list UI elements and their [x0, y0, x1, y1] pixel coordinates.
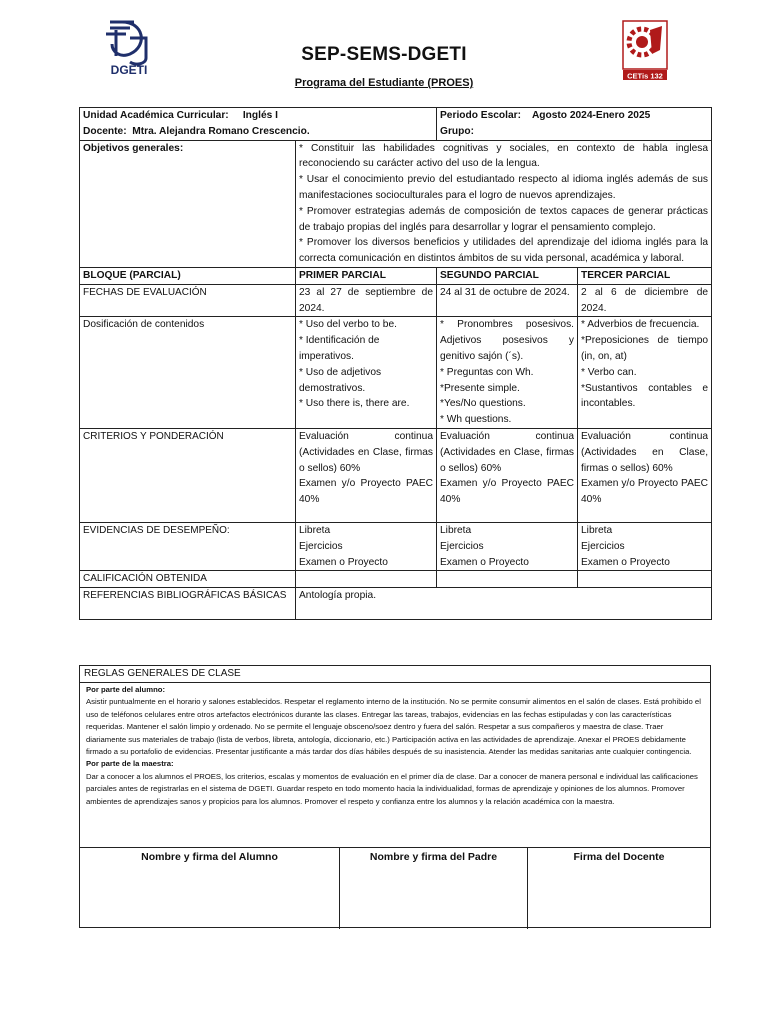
- contenido-item: * Adverbios de frecuencia.: [581, 319, 700, 331]
- criterios-segundo-parcial: [437, 428, 578, 522]
- reglas-alumno-text: Asistir puntualmente en el horario y salones establecidos. Respetar el reglamento interno de la institución. No se permite consumir alimentos en el salón de clases. Está prohibido el uso de teléfonos celulares entre otros artefactos electrónicos durante las clases. Entregar las tareas, trabajos, evidencias en las fechas estipuladas y con las características requeridas. Mantener el salón limpio y ordenado. No se permite el lenguaje obsceno/soez dentro y fuera del salón. Respetar a sus compañeros y maestra de clase. Traer diariamente sus materiales de trabajo (lista de verbos, libreta, antología, diccionario, etc.) Participación activa en las actividades de aprendizaje. Anexar el PROES debidamente firmado a su portafolio de evidencias. Presentar justificante a más tardar dos días hábiles después de su inasistencia. Atender las medidas sanitarias ante cualquier contingencia.: [86, 697, 701, 757]
- criterio-item: Examen y/o Proyecto PAEC 40%: [581, 478, 709, 506]
- evidencias-tercer-parcial: [578, 522, 712, 570]
- unidad-cell: [80, 108, 437, 124]
- cetis-logo: [622, 20, 668, 82]
- criterios-primer-parcial: [296, 428, 437, 522]
- reglas-maestra-text: Dar a conocer a los alumnos el PROES, los criterios, escalas y momentos de evaluación en el primer día de clase. Dar a conocer de manera personal e individual las calificaciones parciales antes de registrarlas en el sistema de DGETI. Guardar respeto en todo momento hacia la individualidad, formas de aprendizaje y opiniones de los alumnos. Promover ambientes de aprendizajes sanos y propicios para los alumnos. Promover el respeto y confianza entre los alumnos y la relación académica con la maestra.: [86, 771, 698, 806]
- evidencias-primer-parcial: [296, 522, 437, 570]
- fecha-primer-parcial: 23 al 27 de septiembre de 2024.: [296, 284, 437, 317]
- criterios-label: CRITERIOS Y PONDERACIÓN: [80, 428, 296, 522]
- criterios-tercer-parcial: [578, 428, 712, 522]
- bloque-primer-parcial: PRIMER PARCIAL: [296, 267, 437, 284]
- docente-label: Docente:: [83, 125, 127, 137]
- evidencias-segundo-parcial: [437, 522, 578, 570]
- referencias-value: Antología propia.: [296, 588, 712, 620]
- periodo-label: Periodo Escolar:: [440, 110, 521, 121]
- periodo-cell: [437, 108, 712, 124]
- evidencia-item: Examen o Proyecto: [440, 556, 529, 568]
- dosificacion-segundo-parcial: [437, 317, 578, 429]
- objetivo-item: * Constituir las habilidades cognitivas y sociales, en contexto de habla inglesa reconociendo su carácter activo del uso de la lengua.: [299, 142, 709, 170]
- calificacion-segundo-parcial: [437, 571, 578, 588]
- contenido-item: * Wh questions.: [440, 414, 512, 426]
- calificacion-label: CALIFICACIÓN OBTENIDA: [80, 571, 296, 588]
- firma-padre: Nombre y firma del Padre: [340, 848, 528, 929]
- contenido-item: *Sustantivos contables e incontables.: [581, 382, 709, 410]
- referencias-label: REFERENCIAS BIBLIOGRÁFICAS BÁSICAS: [80, 588, 296, 620]
- contenido-item: *Presente simple.: [440, 382, 520, 394]
- firmas-row: [80, 847, 710, 929]
- evidencia-item: Examen o Proyecto: [581, 556, 670, 568]
- docente-value: Mtra. Alejandra Romano Crescencio.: [132, 125, 310, 137]
- objetivo-item: * Usar el conocimiento previo del estudiantado respecto al idioma inglés además de sus manifestaciones socioculturales para el logro de nuevos aprendizajes.: [299, 174, 709, 201]
- contenido-item: * Preguntas con Wh.: [440, 366, 534, 378]
- calificacion-primer-parcial: [296, 571, 437, 588]
- reglas-section: [79, 665, 711, 928]
- contenido-item: * Uso de adjetivos demostrativos.: [299, 366, 382, 394]
- firma-alumno: Nombre y firma del Alumno: [80, 848, 340, 929]
- calificacion-tercer-parcial: [578, 571, 712, 588]
- reglas-maestra-heading: Por parte de la maestra:: [86, 759, 174, 769]
- evidencia-item: Libreta: [299, 524, 331, 536]
- criterio-item: Examen y/o Proyecto PAEC 40%: [440, 478, 575, 506]
- fechas-label: FECHAS DE EVALUACIÓN: [80, 284, 296, 317]
- contenido-item: * Verbo can.: [581, 366, 637, 378]
- dgeti-logo-text: DGETI: [110, 63, 148, 76]
- grupo-label: Grupo:: [440, 125, 474, 137]
- bloque-label: BLOQUE (PARCIAL): [80, 267, 296, 284]
- contenido-item: *Yes/No questions.: [440, 398, 526, 410]
- objetivos-list: [296, 140, 712, 267]
- bloque-tercer-parcial: TERCER PARCIAL: [578, 267, 712, 284]
- contenido-item: * Identificación de imperativos.: [299, 335, 380, 362]
- contenido-item: *Preposiciones de tiempo (in, on, at): [581, 335, 709, 362]
- reglas-body: [80, 683, 710, 808]
- document-subtitle: Programa del Estudiante (PROES): [294, 77, 474, 89]
- dosificacion-tercer-parcial: [578, 317, 712, 429]
- contenido-item: * Uso del verbo to be.: [299, 319, 397, 331]
- document-title: SEP-SEMS-DGETI: [301, 44, 467, 65]
- unidad-value: Inglés I: [242, 110, 278, 121]
- cetis-logo-text: CETis 132: [627, 71, 663, 81]
- criterio-item: Evaluación continua (Actividades en Clase, firmas o sellos) 60%: [440, 430, 575, 474]
- grupo-cell: [437, 124, 712, 140]
- evidencia-item: Ejercicios: [299, 540, 343, 552]
- criterio-item: Evaluación continua (Actividades en Clase, firmas o sellos) 60%: [581, 430, 709, 474]
- firma-docente: Firma del Docente: [573, 851, 665, 863]
- bloque-segundo-parcial: SEGUNDO PARCIAL: [437, 267, 578, 284]
- periodo-value: Agosto 2024-Enero 2025: [531, 110, 651, 121]
- contenido-item: * Pronombres posesivos. Adjetivos posesivos y genitivo sajón (´s).: [440, 319, 575, 362]
- evidencias-label: EVIDENCIAS DE DESEMPEÑO:: [80, 522, 296, 570]
- evidencia-item: Examen o Proyecto: [299, 556, 388, 568]
- evidencia-item: Ejercicios: [581, 540, 625, 552]
- objetivo-item: * Promover los diversos beneficios y utilidades del aprendizaje del idioma inglés para la correcta comunicación en distintos ámbitos de su vida personal, académica y laboral.: [299, 237, 709, 265]
- fecha-tercer-parcial: 2 al 6 de diciembre de 2024.: [578, 284, 712, 317]
- unidad-label: Unidad Académica Curricular:: [83, 110, 229, 121]
- criterio-item: Evaluación continua (Actividades en Clase, firmas o sellos) 60%: [299, 430, 434, 474]
- reglas-title: REGLAS GENERALES DE CLASE: [80, 666, 710, 683]
- fecha-segundo-parcial: 24 al 31 de octubre de 2024.: [437, 284, 578, 317]
- dosificacion-label: Dosificación de contenidos: [80, 317, 296, 429]
- proes-table: [79, 107, 712, 620]
- criterio-item: Examen y/o Proyecto PAEC 40%: [299, 478, 434, 506]
- evidencia-item: Ejercicios: [440, 540, 484, 552]
- evidencia-item: Libreta: [440, 524, 472, 536]
- contenido-item: * Uso there is, there are.: [299, 398, 410, 410]
- evidencia-item: Libreta: [581, 524, 613, 536]
- docente-cell: [80, 124, 437, 140]
- document-header: [0, 0, 768, 105]
- dosificacion-primer-parcial: [296, 317, 437, 429]
- objetivos-label: Objetivos generales:: [80, 140, 296, 267]
- objetivo-item: * Promover estrategias además de composición de textos capaces de generar prácticas de trabajo propias del inglés para desarrollar y lograr el pensamiento complejo.: [299, 205, 709, 233]
- reglas-alumno-heading: Por parte del alumno:: [86, 685, 166, 694]
